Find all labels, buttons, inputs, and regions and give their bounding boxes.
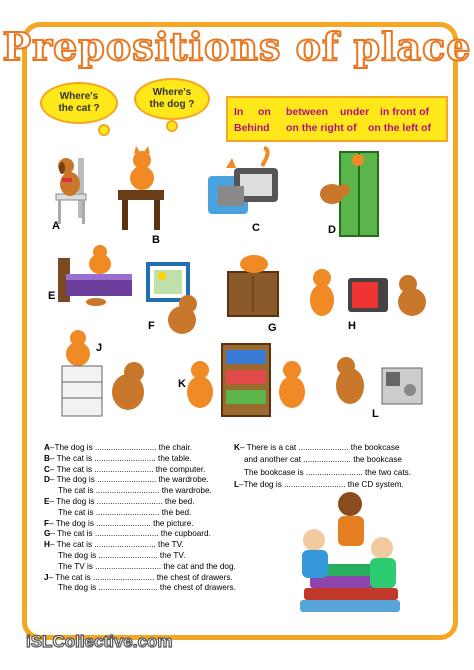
exercise-text: –The dog is ........................... the CD system. [239, 480, 404, 490]
exercise-label: K [234, 443, 240, 452]
dog-question-bubble [134, 78, 210, 120]
exercise-label: A [44, 443, 50, 452]
exercise-label: G [44, 529, 51, 539]
letter-d: D [328, 224, 336, 236]
letter-b: B [152, 234, 160, 246]
chest-of-drawers-picture [56, 330, 156, 422]
exercise-sentence [44, 454, 192, 464]
exercise-sentence [58, 508, 191, 518]
prepositions-box [226, 96, 448, 142]
dog-question-text: Where's the dog ? [149, 87, 195, 110]
children-on-books-picture [290, 490, 450, 630]
exercise-label: D [44, 475, 50, 485]
prep-word: In [234, 106, 244, 118]
prep-word: between [286, 106, 329, 118]
exercise-text: The cat is ............................ the wardrobe. [58, 486, 212, 496]
prep-word: in front of [380, 106, 429, 118]
bubble-tail [166, 120, 178, 132]
prep-word: on [258, 106, 271, 118]
cat-question-bubble [40, 82, 118, 124]
exercise-text: – The dog is ........................ the picture. [49, 518, 194, 528]
exercise-text: – The dog is ............................. the bed. [49, 497, 195, 506]
exercise-label: J [44, 572, 49, 582]
footer-site-name: iSLCollective.com [26, 632, 173, 651]
exercise-sentence [44, 519, 194, 529]
dog-on-chair-picture [48, 148, 108, 228]
exercise-text: – The dog is .......................... the wardrobe. [49, 475, 209, 485]
exercise-text: –The dog is ........................... the chair. [49, 443, 192, 452]
exercise-text: – The cat is ........................... the chest of drawers. [48, 572, 233, 582]
exercise-text: The dog is .......................... the chest of drawers. [58, 583, 236, 593]
letter-k: K [178, 378, 186, 390]
letter-e: E [48, 290, 56, 302]
prep-word: on the left of [368, 122, 431, 134]
exercise-text: – There is a cat ...................... the bookcase [239, 443, 400, 452]
exercise-sentence [44, 443, 192, 453]
exercise-sentence [58, 562, 236, 572]
exercise-sentence [58, 551, 185, 561]
letter-f: F [148, 320, 155, 332]
exercise-sentence [244, 455, 402, 465]
exercise-text: – The cat is .......................... the computer. [49, 464, 206, 474]
dog-cd-system-picture [330, 350, 430, 414]
exercise-sentence [44, 497, 195, 507]
exercise-text: – The cat is ........................... the table. [49, 453, 192, 463]
exercise-sentence [234, 480, 404, 490]
exercise-label: H [44, 540, 50, 550]
exercise-text: – The cat is ............................ the cupboard. [50, 529, 211, 539]
exercise-text: – The cat is ........................... the TV. [49, 540, 184, 550]
cat-on-bed-picture [56, 244, 136, 306]
exercise-sentence [44, 540, 184, 550]
exercise-label: C [44, 464, 50, 474]
letter-l: L [372, 408, 379, 420]
exercise-sentence [44, 465, 205, 475]
exercise-sentence [244, 468, 411, 478]
exercise-text: The dog is .......................... the TV. [58, 551, 186, 560]
exercise-label: F [44, 518, 50, 528]
exercise-text: The TV is ............................. the cat and the dog. [58, 561, 236, 571]
letter-j: J [96, 342, 103, 354]
cat-behind-computer-picture [204, 146, 284, 222]
cat-on-table-picture [112, 146, 172, 236]
exercise-sentence [58, 486, 212, 496]
exercise-sentence [44, 573, 233, 583]
cat-on-cupboard-picture [224, 250, 284, 322]
dog-under-picture-picture [146, 262, 216, 338]
bubble-tail [98, 124, 110, 136]
exercise-text: The cat is ............................ the bed. [58, 507, 192, 517]
page-title: Prepositions of place [2, 24, 472, 69]
exercise-label: B [44, 453, 50, 463]
prep-word: on the right of [286, 122, 357, 134]
exercise-label: L [234, 480, 240, 490]
exercise-sentence [44, 475, 209, 485]
prep-word: under [340, 106, 370, 118]
prep-word: Behind [234, 122, 270, 134]
bookcase-between-cats-picture [182, 340, 312, 418]
exercise-sentence [44, 529, 211, 539]
exercise-text: and another cat ..................... the bookcase [244, 455, 402, 465]
exercise-sentence [58, 583, 236, 593]
exercise-label: E [44, 497, 50, 506]
letter-a: A [52, 220, 60, 232]
exercise-sentence [234, 443, 400, 453]
letter-h: H [348, 320, 356, 332]
letter-g: G [268, 322, 277, 334]
tv-between-cat-and-dog-picture [304, 260, 434, 330]
letter-c: C [252, 222, 260, 234]
cat-question-text: Where's the cat ? [58, 91, 100, 114]
exercise-text: The bookcase is ......................... the two cats. [244, 467, 412, 477]
